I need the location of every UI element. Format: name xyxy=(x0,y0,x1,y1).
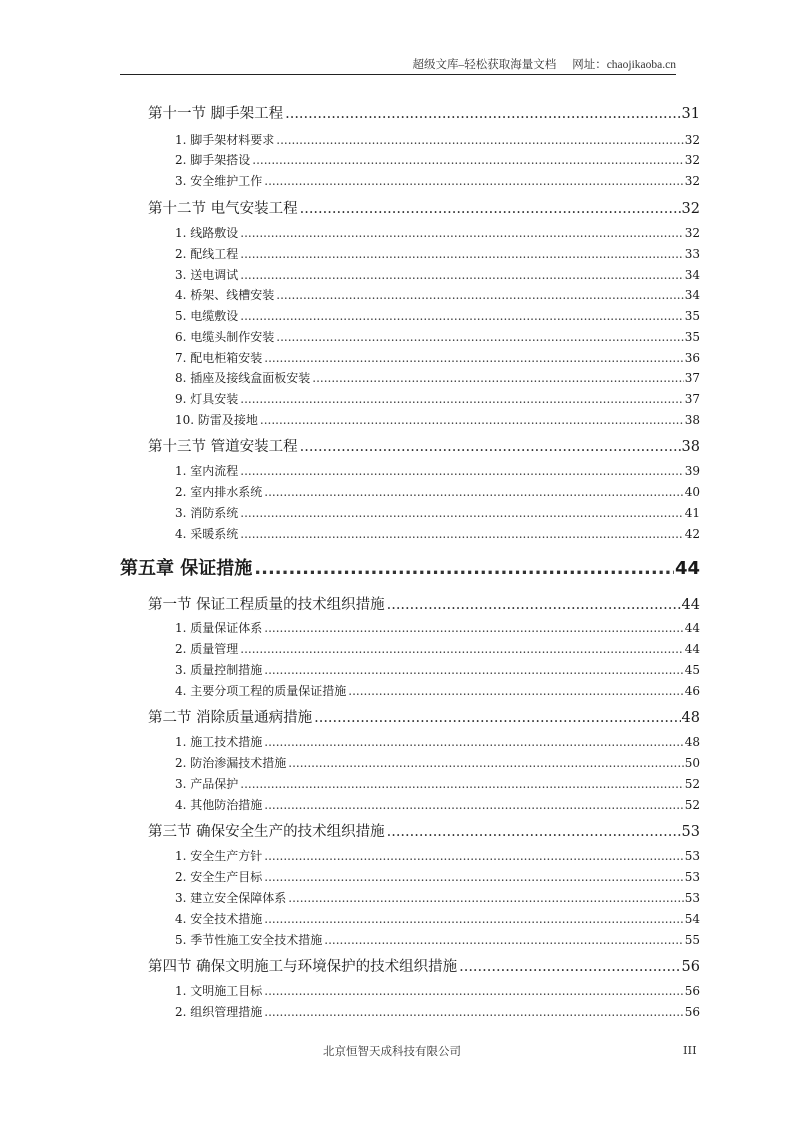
toc-leader-dots xyxy=(240,226,683,240)
toc-entry-page: 37 xyxy=(684,392,700,406)
toc-leader-dots xyxy=(312,371,683,385)
toc-entry-page: 39 xyxy=(684,464,700,478)
toc-leader-dots xyxy=(264,870,683,884)
toc-leader-dots xyxy=(264,351,683,365)
toc-leader-dots xyxy=(264,621,683,635)
toc-leader-dots xyxy=(264,849,683,863)
toc-entry-item[interactable] xyxy=(175,151,700,168)
toc-entry-page: 32 xyxy=(684,226,700,240)
toc-entry-page: 52 xyxy=(684,777,700,791)
toc-entry-page: 40 xyxy=(684,485,700,499)
toc-entry-page: 53 xyxy=(684,891,700,905)
toc-entry-page: 53 xyxy=(681,824,700,840)
toc-leader-dots xyxy=(260,413,684,427)
toc-entry-item[interactable] xyxy=(175,390,700,407)
toc-entry-item[interactable] xyxy=(175,931,700,948)
toc-leader-dots xyxy=(288,891,683,905)
toc-entry-item[interactable] xyxy=(175,775,700,792)
toc-entry-label: 3. 安全维护工作 xyxy=(175,174,263,188)
header-url[interactable]: 网址：chaojikaoba.cn xyxy=(572,59,676,71)
toc-entry-label: 2. 组织管理措施 xyxy=(175,1005,263,1019)
toc-entry-label: 4. 其他防治措施 xyxy=(175,798,263,812)
toc-leader-dots xyxy=(240,309,683,323)
toc-leader-dots xyxy=(240,464,683,478)
toc-entry-label: 1. 线路敷设 xyxy=(175,226,239,240)
toc-entry-item[interactable] xyxy=(175,369,700,386)
toc-leader-dots xyxy=(387,824,681,840)
toc-entry-label: 3. 产品保护 xyxy=(175,777,239,791)
toc-entry-item[interactable] xyxy=(175,682,700,699)
toc-entry-item[interactable] xyxy=(175,868,700,885)
header-text xyxy=(412,56,676,72)
toc-entry-item[interactable] xyxy=(175,640,700,657)
footer-page-number: III xyxy=(683,1043,697,1057)
toc-entry-label: 1. 脚手架材料要求 xyxy=(175,133,275,147)
toc-entry-label: 第二节 消除质量通病措施 xyxy=(148,710,313,726)
toc-leader-dots xyxy=(240,247,683,261)
toc-entry-item[interactable] xyxy=(175,286,700,303)
toc-entry-page: 53 xyxy=(684,870,700,884)
toc-entry-item[interactable] xyxy=(175,525,700,542)
toc-entry-page: 45 xyxy=(684,663,700,677)
footer-company: 北京恒智天成科技有限公司 xyxy=(323,1044,461,1058)
header-site-name: 超级文库–轻松获取海量文档 xyxy=(412,59,557,71)
toc-entry-page: 31 xyxy=(681,106,700,122)
toc-entry-item[interactable] xyxy=(175,733,700,750)
toc-entry-page: 38 xyxy=(684,413,700,427)
toc-entry-label: 9. 灯具安装 xyxy=(175,392,239,406)
toc-leader-dots xyxy=(285,106,680,122)
toc-entry-item[interactable] xyxy=(175,619,700,636)
toc-entry-item[interactable] xyxy=(175,411,700,428)
toc-leader-dots xyxy=(252,153,683,167)
toc-entry-page: 32 xyxy=(684,133,700,147)
toc-entry-item[interactable] xyxy=(175,224,700,241)
toc-leader-dots xyxy=(240,506,683,520)
toc-leader-dots xyxy=(276,330,683,344)
toc-entry-label: 5. 季节性施工安全技术措施 xyxy=(175,933,323,947)
toc-entry-section[interactable] xyxy=(148,197,700,218)
toc-leader-dots xyxy=(240,268,683,282)
toc-entry-item[interactable] xyxy=(175,796,700,813)
toc-entry-page: 32 xyxy=(681,201,700,217)
toc-leader-dots xyxy=(264,1005,683,1019)
toc-leader-dots xyxy=(254,558,674,579)
toc-leader-dots xyxy=(264,984,683,998)
toc-entry-label: 3. 建立安全保障体系 xyxy=(175,891,287,905)
toc-entry-page: 54 xyxy=(684,912,700,926)
toc-entry-label: 4. 采暖系统 xyxy=(175,527,239,541)
toc-entry-label: 第一节 保证工程质量的技术组织措施 xyxy=(148,597,385,613)
toc-entry-label: 3. 质量控制措施 xyxy=(175,663,263,677)
toc-leader-dots xyxy=(264,798,683,812)
toc-entry-page: 56 xyxy=(684,984,700,998)
toc-leader-dots xyxy=(264,735,683,749)
toc-entry-label: 第十一节 脚手架工程 xyxy=(148,106,284,122)
toc-entry-page: 44 xyxy=(674,558,700,579)
toc-entry-page: 44 xyxy=(681,597,700,613)
toc-entry-label: 1. 文明施工目标 xyxy=(175,984,263,998)
toc-entry-label: 3. 消防系统 xyxy=(175,506,239,520)
toc-entry-page: 56 xyxy=(684,1005,700,1019)
toc-entry-item[interactable] xyxy=(175,245,700,262)
toc-leader-dots xyxy=(240,642,683,656)
toc-entry-item[interactable] xyxy=(175,910,700,927)
toc-entry-item[interactable] xyxy=(175,754,700,771)
toc-entry-page: 55 xyxy=(684,933,700,947)
toc-entry-page: 44 xyxy=(684,642,700,656)
toc-entry-label: 1. 室内流程 xyxy=(175,464,239,478)
toc-entry-label: 2. 安全生产目标 xyxy=(175,870,263,884)
toc-entry-item[interactable] xyxy=(175,349,700,366)
toc-entry-item[interactable] xyxy=(175,328,700,345)
toc-entry-page: 34 xyxy=(684,288,700,302)
toc-entry-label: 7. 配电柜箱安装 xyxy=(175,351,263,365)
toc-entry-label: 4. 桥架、线槽安装 xyxy=(175,288,275,302)
toc-leader-dots xyxy=(276,288,683,302)
toc-leader-dots xyxy=(264,174,683,188)
toc-entry-item[interactable] xyxy=(175,504,700,521)
toc-entry-label: 第四节 确保文明施工与环境保护的技术组织措施 xyxy=(148,959,458,975)
toc-entry-label: 2. 配线工程 xyxy=(175,247,239,261)
toc-entry-label: 6. 电缆头制作安装 xyxy=(175,330,275,344)
toc-leader-dots xyxy=(276,133,683,147)
toc-entry-item[interactable] xyxy=(175,1003,700,1020)
toc-leader-dots xyxy=(264,912,683,926)
toc-entry-section[interactable] xyxy=(148,435,700,456)
toc-entry-label: 2. 质量管理 xyxy=(175,642,239,656)
toc-entry-page: 35 xyxy=(684,330,700,344)
toc-leader-dots xyxy=(264,663,683,677)
toc-entry-item[interactable] xyxy=(175,661,700,678)
toc-leader-dots xyxy=(288,756,683,770)
toc-entry-page: 32 xyxy=(684,174,700,188)
toc-leader-dots xyxy=(387,597,681,613)
toc-entry-chapter[interactable] xyxy=(120,554,700,580)
toc-entry-section[interactable] xyxy=(148,955,700,976)
toc-entry-page: 56 xyxy=(681,959,700,975)
toc-entry-label: 10. 防雷及接地 xyxy=(175,413,258,427)
toc-entry-item[interactable] xyxy=(175,131,700,148)
toc-entry-page: 35 xyxy=(684,309,700,323)
toc-entry-page: 44 xyxy=(684,621,700,635)
toc-entry-page: 50 xyxy=(684,756,700,770)
toc-entry-page: 32 xyxy=(684,153,700,167)
toc-leader-dots xyxy=(300,439,681,455)
toc-entry-page: 48 xyxy=(681,710,700,726)
toc-entry-page: 37 xyxy=(684,371,700,385)
toc-entry-label: 2. 防治渗漏技术措施 xyxy=(175,756,287,770)
toc-entry-page: 53 xyxy=(684,849,700,863)
toc-entry-item[interactable] xyxy=(175,982,700,999)
toc-entry-label: 5. 电缆敷设 xyxy=(175,309,239,323)
toc-entry-item[interactable] xyxy=(175,889,700,906)
toc-entry-page: 46 xyxy=(684,684,700,698)
toc-leader-dots xyxy=(240,392,683,406)
toc-leader-dots xyxy=(240,527,683,541)
page-header xyxy=(120,56,676,75)
toc-entry-label: 1. 施工技术措施 xyxy=(175,735,263,749)
toc-entry-page: 52 xyxy=(684,798,700,812)
toc-entry-section[interactable] xyxy=(148,102,700,123)
toc-entry-item[interactable] xyxy=(175,462,700,479)
toc-entry-item[interactable] xyxy=(175,172,700,189)
toc-leader-dots xyxy=(459,959,680,975)
toc-entry-page: 48 xyxy=(684,735,700,749)
toc-entry-label: 3. 送电调试 xyxy=(175,268,239,282)
toc-entry-label: 2. 脚手架搭设 xyxy=(175,153,251,167)
toc-leader-dots xyxy=(324,933,683,947)
toc-entry-section[interactable] xyxy=(148,593,700,614)
toc-entry-page: 42 xyxy=(684,527,700,541)
toc-leader-dots xyxy=(264,485,683,499)
toc-entry-label: 2. 室内排水系统 xyxy=(175,485,263,499)
toc-entry-label: 4. 主要分项工程的质量保证措施 xyxy=(175,684,347,698)
toc-entry-section[interactable] xyxy=(148,820,700,841)
toc-entry-page: 38 xyxy=(681,439,700,455)
toc-leader-dots xyxy=(314,710,680,726)
toc-entry-label: 第五章 保证措施 xyxy=(120,558,253,579)
toc-entry-page: 34 xyxy=(684,268,700,282)
toc-entry-item[interactable] xyxy=(175,847,700,864)
toc-entry-label: 第三节 确保安全生产的技术组织措施 xyxy=(148,824,385,840)
toc-entry-page: 41 xyxy=(684,506,700,520)
toc-leader-dots xyxy=(300,201,681,217)
toc-entry-section[interactable] xyxy=(148,706,700,727)
toc-entry-item[interactable] xyxy=(175,483,700,500)
toc-leader-dots xyxy=(240,777,683,791)
toc-entry-label: 1. 安全生产方针 xyxy=(175,849,263,863)
toc-entry-page: 36 xyxy=(684,351,700,365)
toc-entry-label: 4. 安全技术措施 xyxy=(175,912,263,926)
toc-entry-item[interactable] xyxy=(175,266,700,283)
toc-entry-label: 8. 插座及接线盒面板安装 xyxy=(175,371,311,385)
toc-entry-item[interactable] xyxy=(175,307,700,324)
toc-entry-label: 1. 质量保证体系 xyxy=(175,621,263,635)
toc-entry-page: 33 xyxy=(684,247,700,261)
toc-leader-dots xyxy=(348,684,683,698)
toc-entry-label: 第十二节 电气安装工程 xyxy=(148,201,298,217)
toc-entry-label: 第十三节 管道安装工程 xyxy=(148,439,298,455)
